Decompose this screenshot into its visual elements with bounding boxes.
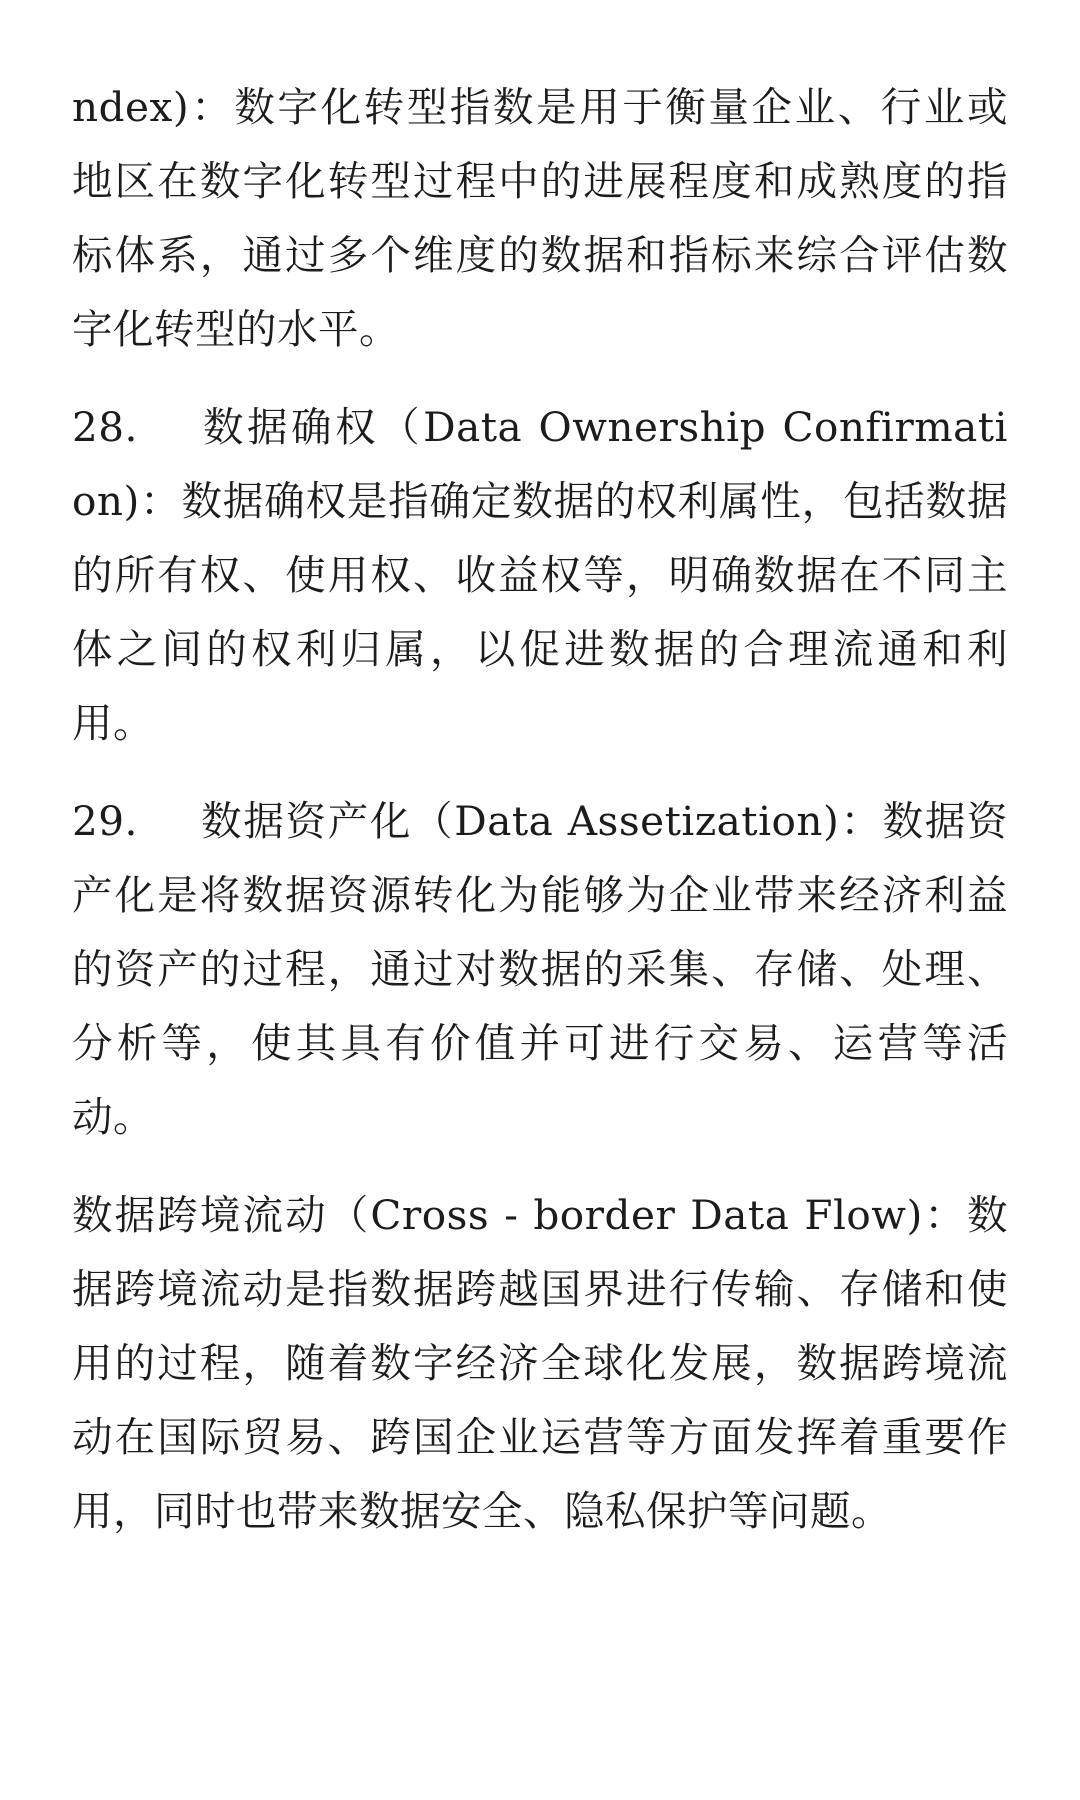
term-title: 数据资产化（Data Assetization)： (200, 797, 883, 845)
document-page (72, 70, 1008, 1572)
paragraph-data-ownership-confirmation (72, 390, 1008, 760)
paragraph-text: 数据跨境流动是指数据跨越国界进行传输、存储和使用的过程，随着数字经济全球化发展，数据跨境流动在国际贸易、跨国企业运营等方面发挥着重要作用，同时也带来数据安全、隐私保护等问题。 (72, 1191, 1008, 1535)
paragraph-data-assetization (72, 784, 1008, 1154)
paragraph-text: 数据确权是指确定数据的权利属性，包括数据的所有权、使用权、收益权等，明确数据在不同主体之间的权利归属，以促进数据的合理流通和利用。 (72, 477, 1008, 747)
item-number: 28. (72, 403, 138, 451)
item-number: 29. (72, 797, 138, 845)
paragraph-digital-transformation-index (72, 70, 1008, 366)
term-title: 数据跨境流动（Cross - border Data Flow)： (72, 1191, 967, 1239)
paragraph-text: ndex)：数字化转型指数是用于衡量企业、行业或地区在数字化转型过程中的进展程度和成熟度的指标体系，通过多个维度的数据和指标来综合评估数字化转型的水平。 (72, 83, 1008, 353)
term-title: 数据确权（Data Ownership Confirmation)： (72, 403, 1008, 525)
paragraph-text: 数据资产化是将数据资源转化为能够为企业带来经济利益的资产的过程，通过对数据的采集、存储、处理、分析等，使其具有价值并可进行交易、运营等活动。 (72, 797, 1009, 1141)
paragraph-cross-border-data-flow (72, 1178, 1008, 1548)
